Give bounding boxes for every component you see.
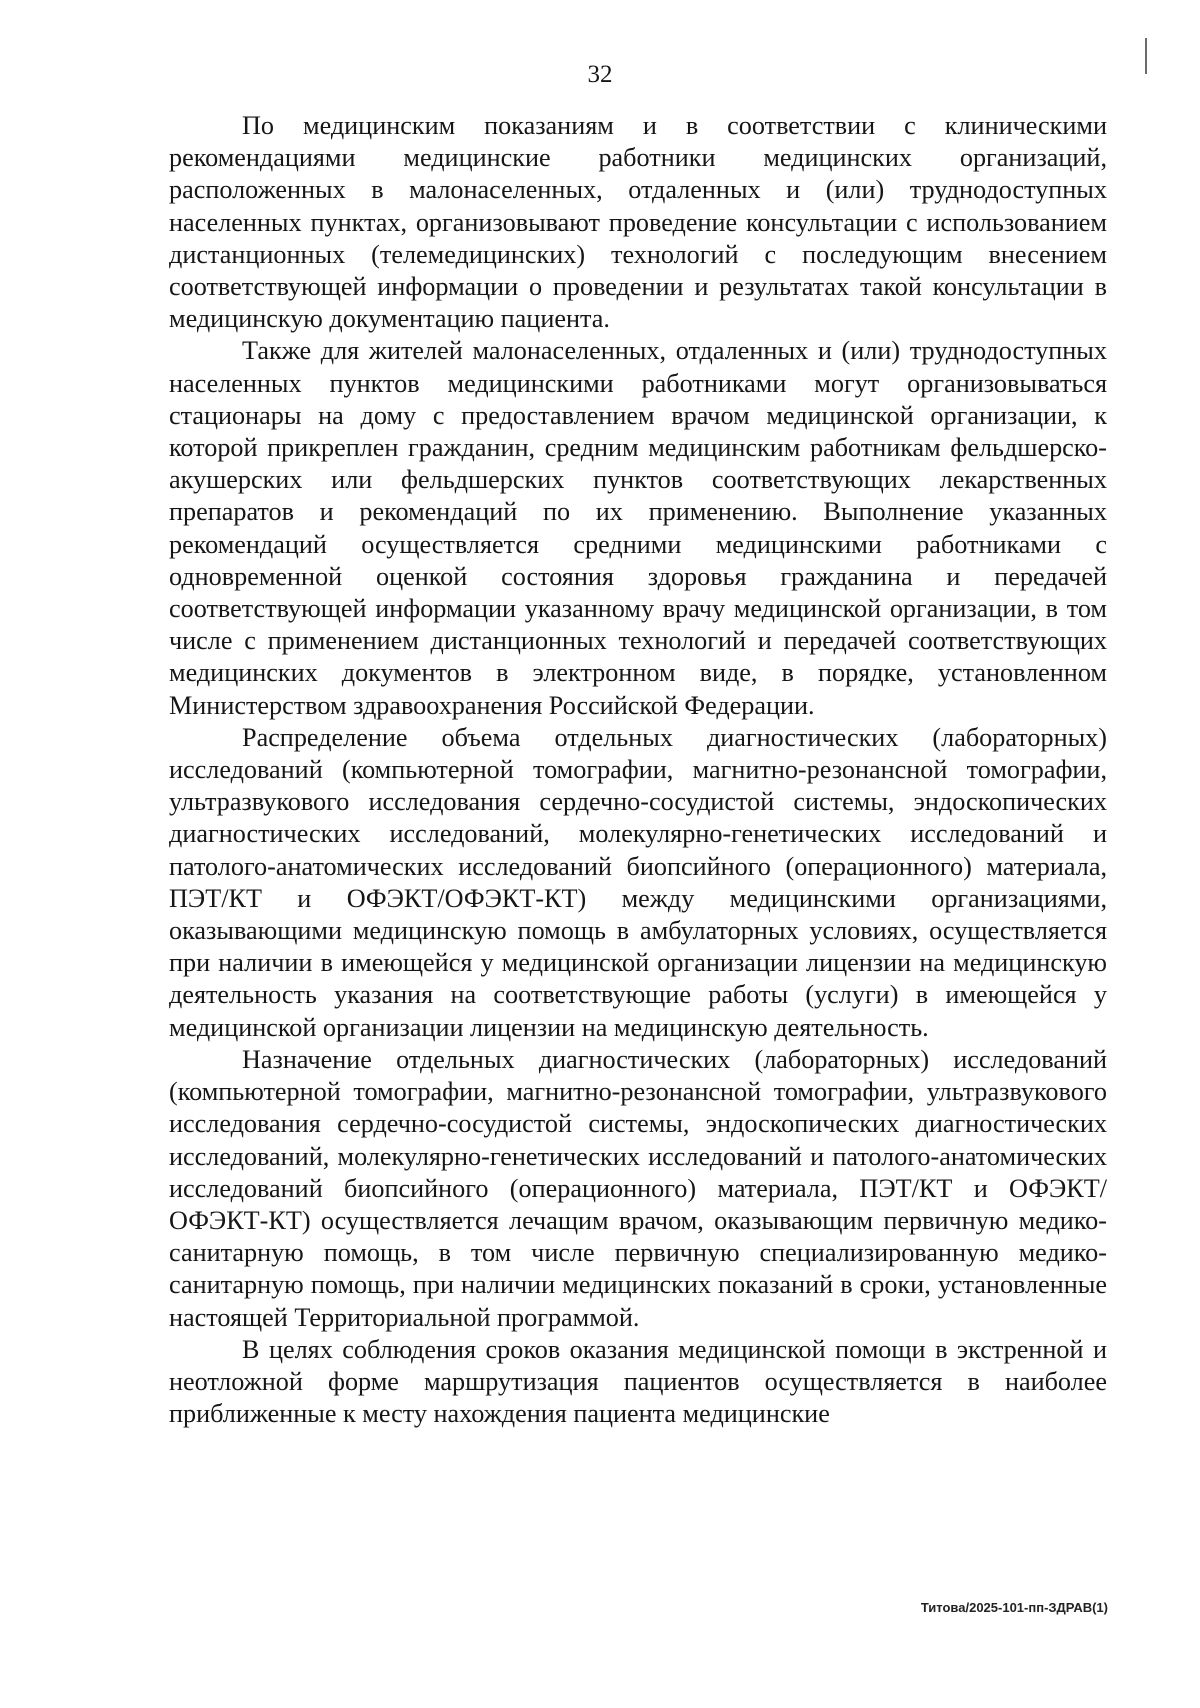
- page-number: 32: [587, 61, 613, 88]
- paragraph-home-hospital: Также для жителей малонаселенных, отдаленных и (или) труднодоступных населенных пунктов медицинскими работниками могут организовываться стационары на дому с предоставлением врачом медицинской организации, к которой прикреплен гражданин, средним медицинским работникам фельдшерско-акушерских или фельдшерских пунктов соответствующих лекарственных препаратов и рекомендаций по их применению. Выполнение указанных рекомендаций осуществляется средними медицинскими работниками с одновременной оценкой состояния здоровья гражданина и передачей соответствующей информации указанному врачу медицинской организации, в том числе с применением дистанционных технологий и передачей соответствующих медицинских документов в электронном виде, в порядке, установленном Министерством здравоохранения Российской Федерации.: [169, 336, 1107, 720]
- document-body: [169, 110, 1107, 1430]
- document-registration-stamp: Титова/2025-101-пп-ЗДРАВ(1): [920, 1600, 1108, 1615]
- paragraph-patient-routing: В целях соблюдения сроков оказания медицинской помощи в экстренной и неотложной форме маршрутизация пациентов осуществляется в наиболее приближенные к месту нахождения пациента медицинские: [169, 1334, 1107, 1429]
- paragraph-telemedicine-consultation: По медицинским показаниям и в соответствии с клиническими рекомендациями медицинские работники медицинских организаций, расположенных в малонаселенных, отдаленных и (или) труднодоступных населенных пунктах, организовывают проведение консультации с использованием дистанционных (телемедицинских) технологий с последующим внесением соответствующей информации о проведении и результатах такой консультации в медицинскую документацию пациента.: [169, 111, 1107, 334]
- paragraph-diagnostics-distribution: Распределение объема отдельных диагностических (лабораторных) исследований (компьютерной томографии, магнитно-резонансной томографии, ультразвукового исследования сердечно-сосудистой системы, эндоскопических диагностических исследований, молекулярно-генетических исследований и патолого-анатомических исследований биопсийного (операционного) материала, ПЭТ/КТ и ОФЭКТ/ОФЭКТ-КТ) между медицинскими организациями, оказывающими медицинскую помощь в амбулаторных условиях, осуществляется при наличии в имеющейся у медицинской организации лицензии на медицинскую деятельность указания на соответствующие работы (услуги) в имеющейся у медицинской организации лицензии на медицинскую деятельность.: [169, 722, 1107, 1042]
- paragraph-diagnostics-prescription: Назначение отдельных диагностических (лабораторных) исследований (компьютерной томографии, магнитно-резонансной томографии, ультразвукового исследования сердечно-сосудистой системы, эндоскопических диагностических исследований, молекулярно-генетических исследований и патолого-анатомических исследований биопсийного (операционного) материала, ПЭТ/КТ и ОФЭКТ/ОФЭКТ-КТ) осуществляется лечащим врачом, оказывающим первичную медико-санитарную помощь, в том числе первичную специализированную медико-санитарную помощь, при наличии медицинских показаний в сроки, установленные настоящей Территориальной программой.: [169, 1044, 1107, 1332]
